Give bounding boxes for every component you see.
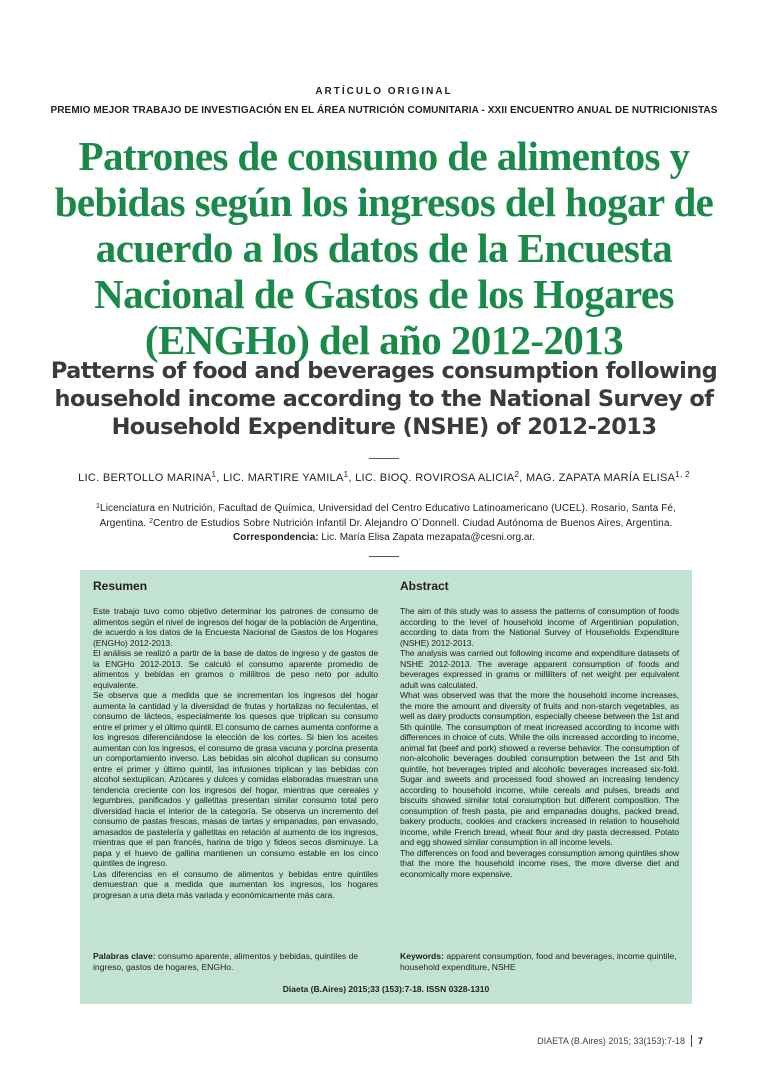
author-affiliation-marker: 1, 2	[675, 470, 690, 479]
page-number: 7	[697, 1036, 703, 1046]
article-type-label: ARTÍCULO ORIGINAL	[315, 86, 453, 97]
author-name: LIC. MARTIRE YAMILA	[222, 472, 344, 484]
keywords-text: apparent consumption, food and beverages, income quintile, household expenditure, NSHE	[400, 951, 677, 972]
resumen-paragraph: El análisis se realizó a partir de la base de datos de ingreso y de gastos de la ENGHo 2012-2013. Se calculó el consumo aparente promedio de alimentos y bebidas en gramos o mililitros de peso neto por adulto equivalente.	[93, 648, 378, 690]
keywords-text: consumo aparente, alimentos y bebidas, quintiles de ingreso, gastos de hogares, ENGHo.	[93, 951, 359, 972]
resumen-keywords	[93, 951, 378, 973]
resumen-paragraph: Este trabajo tuvo como objetivo determinar los patrones de consumo de alimentos según el nivel de ingresos del hogar de la población de Argentina, de acuerdo a los datos de la Encuesta Nacional de Gastos de los Hogares (ENGHo) 2012-2013.	[93, 606, 378, 648]
abstract-heading: Abstract	[400, 579, 449, 593]
author-list: LIC. BERTOLLO MARINA$^1$, LIC. MARTIRE YAMILA$^1$, LIC. BIOQ. ROVIROSA ALICIA$^2$, MAG. ZAPATA MARÍA ELISA$^{1, 2}$	[78, 470, 690, 484]
correspondence-label: Correspondencia:	[233, 532, 319, 543]
correspondence-text: Lic. María Elisa Zapata mezapata@cesni.org.ar.	[321, 532, 535, 543]
spanish-title: Patrones de consumo de alimentos y bebidas según los ingresos del hogar de acuerdo a los datos de la Encuesta Nacional de Gastos de los Hogares (ENGHo) del año 2012-2013	[54, 133, 714, 363]
resumen-paragraph: Las diferencias en el consumo de alimentos y bebidas entre quintiles demuestran que a medida que aumentan los ingresos, los hogares progresan a una dieta más variada y económicamente más cara.	[93, 868, 378, 900]
keywords-label: Keywords:	[400, 951, 444, 961]
affiliation-marker: 1	[96, 503, 101, 510]
author-affiliation-marker: 2	[514, 470, 520, 479]
affiliation-marker: 2	[149, 518, 154, 525]
abstract-paragraph: The analysis was carried out following income and expenditure datasets of NSHE 2012-2013. The average apparent consumption of foods and beverages expressed in grams or milliliters of net weight per equivalent adult was calculated.	[400, 648, 679, 690]
abstract-body	[400, 606, 679, 879]
english-title: Patterns of food and beverages consumption following household income according to the National Survey of Household Expenditure (NSHE) of 2012-2013	[50, 358, 718, 440]
author-affiliation-marker: 1	[343, 470, 349, 479]
abstract-box	[80, 570, 692, 1004]
page-footer	[537, 1035, 703, 1047]
award-banner: PREMIO MEJOR TRABAJO DE INVESTIGACIÓN EN EL ÁREA NUTRICIÓN COMUNITARIA - XXII ENCUENTRO ANUAL DE NUTRICIONISTAS	[50, 105, 718, 116]
citation-line: Diaeta (B.Aires) 2015;33 (153):7-18. ISSN 0328-1310	[282, 984, 490, 994]
affiliation-text: Licenciatura en Nutrición, Facultad de Química, Universidad del Centro Educativo Latinoamericano (UCEL). Rosario, Santa Fé, Argentina.	[99, 503, 676, 529]
author-name: MAG. ZAPATA MARÍA ELISA	[525, 472, 676, 484]
abstract-paragraph: What was observed was that the more the household income increases, the more the amount and diversity of fruits and non-starch vegetables, as well as dairy products consumption, especially cheese between the 1st and 5th quintile. The consumption of meat increased according to income with differences in choice of cuts. While the oils increased according to income, animal fat (beef and pork) showed a reverse behavior. The consumption of non-alcoholic beverages doubled consumption between the 1st and 5th quintile, hot beverages tripled and alcoholic beverages increased six-fold. Sugar and sweets and processed food showed an increasing tendency according to household income, while cereals and pulses, breads and biscuits showed similar total consumption but different composition. The consumption of fresh pasta, pie and empanadas doughs, packed bread, bakery products, cookies and crackers increased in relation to household income, while French bread, wheat flour and dry pasta decreased. Potato and egg showed similar consumption in all income levels.	[400, 690, 679, 847]
affiliations	[80, 500, 692, 530]
abstract-paragraph: The aim of this study was to assess the patterns of consumption of foods according to the level of household income of Argentinian population, according to data from the National Survey of Households Expenditure (NSHE) 2012-2013.	[400, 606, 679, 648]
author-affiliation-marker: 1	[211, 470, 217, 479]
author-name: LIC. BERTOLLO MARINA	[78, 472, 212, 484]
correspondence	[0, 532, 768, 543]
abstract-paragraph: The differences on food and beverages consumption among quintiles show that the more the household income rises, the more diverse diet and economically more expensive.	[400, 847, 679, 879]
author-name: LIC. BIOQ. ROVIROSA ALICIA	[355, 472, 515, 484]
keywords-label: Palabras clave:	[93, 951, 156, 961]
header-divider	[369, 556, 399, 557]
resumen-paragraph: Se observa que a medida que se incrementan los ingresos del hogar aumenta la cantidad y la diversidad de frutas y hortalizas no feculentas, el consumo de lácteos, especialmente los quesos que triplican su consumo entre el primer y el último quintil. El consumo de carnes aumenta conforme a los ingresos diferenciándose la elección de los cortes. Si bien los aceites aumentan con los ingresos, el consumo de grasa vacuna y porcina presenta un comportamiento inverso. Las bebidas sin alcohol duplican su consumo entre el primer y último quintil, las infusiones triplican y las bebidas con alcohol sextuplican. Azúcares y dulces y comidas elaboradas muestran una tendencia creciente con los ingresos del hogar, mientras que cereales y legumbres, panificados y galletitas presentan similar consumo total pero diversidad hacia el interior de la categoría. Se observa un incremento del consumo de pastas frescas, masas de tartas y empanadas, pan envasado, amasados de pastelería y galletitas en relación al aumento de los ingresos, mientras que el pan francés, harina de trigo y fideos secos disminuye. La papa y el huevo de gallina mantienen un consumo estable en los cinco quintiles de ingreso.	[93, 690, 378, 868]
resumen-body	[93, 606, 378, 900]
affiliation-text: Centro de Estudios Sobre Nutrición Infantil Dr. Alejandro O´Donnell. Ciudad Autónoma de Buenos Aires, Argentina.	[153, 518, 673, 529]
journal-reference: DIAETA (B.Aires) 2015; 33(153):7-18	[537, 1036, 685, 1046]
title-divider	[369, 458, 399, 459]
resumen-heading: Resumen	[93, 579, 148, 593]
footer-divider	[691, 1035, 692, 1047]
abstract-keywords	[400, 951, 679, 973]
